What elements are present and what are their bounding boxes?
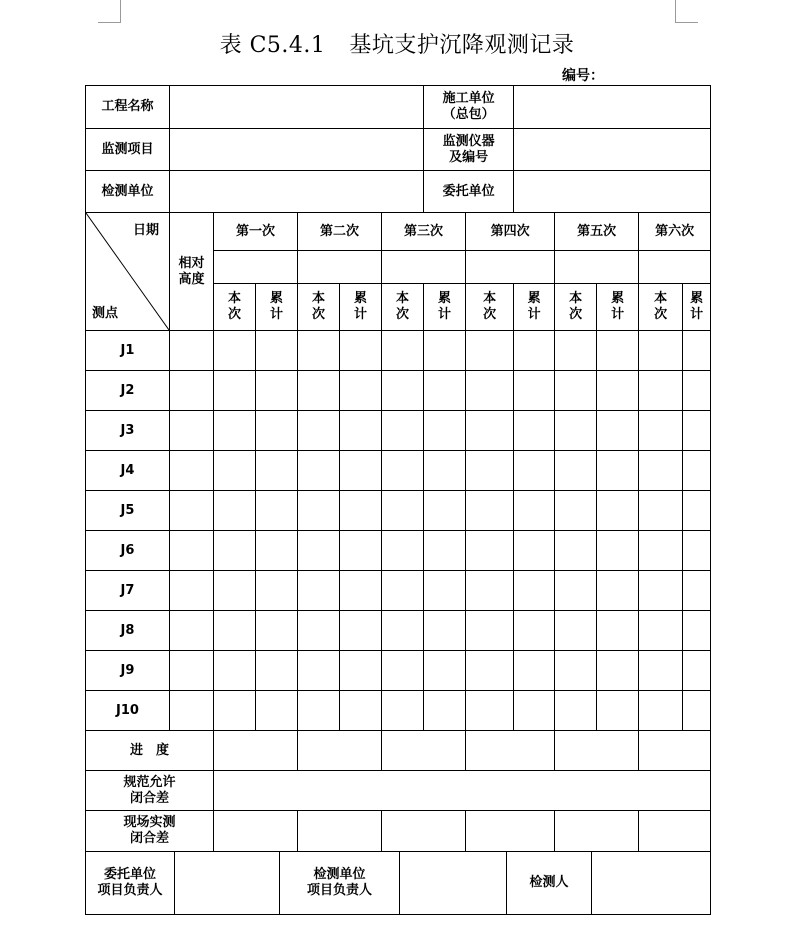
- label-construction-unit: 施工单位 （总包）: [424, 86, 514, 129]
- label-entrust-unit: 委托单位: [424, 171, 514, 213]
- cumulative-cell[interactable]: [683, 411, 711, 451]
- cumulative-cell[interactable]: [514, 491, 555, 531]
- this-time-cell[interactable]: [639, 611, 683, 651]
- cumulative-cell[interactable]: [597, 491, 639, 531]
- row-monitor: [86, 129, 711, 171]
- cumulative-cell[interactable]: [683, 531, 711, 571]
- cumulative-cell[interactable]: [597, 691, 639, 731]
- table-row: [86, 491, 711, 531]
- cumulative-cell[interactable]: [424, 371, 466, 411]
- round-2-date[interactable]: [298, 251, 382, 284]
- progress-cell[interactable]: [555, 731, 639, 771]
- cumulative-cell[interactable]: [597, 571, 639, 611]
- this-time-cell[interactable]: [466, 691, 514, 731]
- this-time-cell[interactable]: [466, 651, 514, 691]
- relative-height-cell[interactable]: [170, 491, 214, 531]
- this-time-cell[interactable]: [214, 331, 256, 371]
- round-3-date[interactable]: [382, 251, 466, 284]
- this-time-cell[interactable]: [466, 371, 514, 411]
- table-row: [86, 651, 711, 691]
- this-time-header: 本 次: [382, 284, 424, 331]
- progress-cell[interactable]: [639, 731, 711, 771]
- page-corner-mark-right: [675, 0, 698, 23]
- form-code: 表 C5.4.1: [219, 33, 326, 58]
- this-time-cell[interactable]: [382, 651, 424, 691]
- row-inspect: [86, 171, 711, 213]
- this-time-cell[interactable]: [639, 651, 683, 691]
- round-1-date[interactable]: [214, 251, 298, 284]
- this-time-header: 本 次: [214, 284, 256, 331]
- cumulative-cell[interactable]: [597, 411, 639, 451]
- this-time-cell[interactable]: [382, 571, 424, 611]
- cumulative-cell[interactable]: [424, 571, 466, 611]
- this-time-cell[interactable]: [555, 331, 597, 371]
- table-row: [86, 371, 711, 411]
- progress-cell[interactable]: [298, 731, 382, 771]
- row-allowed-closure: [86, 771, 711, 811]
- relative-height-cell[interactable]: [170, 691, 214, 731]
- cumulative-cell[interactable]: [424, 411, 466, 451]
- cumulative-cell[interactable]: [514, 691, 555, 731]
- table-row: [86, 531, 711, 571]
- label-inspector: 检测人: [507, 852, 592, 915]
- entrust-manager-signature[interactable]: [175, 852, 280, 915]
- this-time-cell[interactable]: [214, 651, 256, 691]
- this-time-cell[interactable]: [298, 611, 340, 651]
- this-time-cell[interactable]: [555, 571, 597, 611]
- date-point-header: [86, 213, 170, 331]
- table-row: [86, 571, 711, 611]
- relative-height-cell[interactable]: [170, 651, 214, 691]
- progress-cell[interactable]: [466, 731, 555, 771]
- cumulative-cell[interactable]: [424, 691, 466, 731]
- this-time-cell[interactable]: [298, 691, 340, 731]
- cumulative-cell[interactable]: [597, 331, 639, 371]
- cumulative-cell[interactable]: [256, 411, 298, 451]
- this-time-cell[interactable]: [555, 371, 597, 411]
- this-time-cell[interactable]: [466, 451, 514, 491]
- measured-closure-cell[interactable]: [214, 811, 298, 852]
- point-label: J10: [86, 691, 170, 731]
- table-row: [86, 331, 711, 371]
- this-time-header: 本 次: [555, 284, 597, 331]
- this-time-cell[interactable]: [466, 611, 514, 651]
- this-time-cell[interactable]: [214, 611, 256, 651]
- page-corner-mark-left: [98, 0, 121, 23]
- cumulative-cell[interactable]: [340, 611, 382, 651]
- cumulative-cell[interactable]: [424, 651, 466, 691]
- instrument-field[interactable]: [514, 129, 711, 171]
- cumulative-cell[interactable]: [683, 451, 711, 491]
- cumulative-cell[interactable]: [340, 531, 382, 571]
- round-6-header: 第六次: [639, 213, 711, 251]
- this-time-cell[interactable]: [214, 691, 256, 731]
- row-signatures: [86, 852, 711, 915]
- label-measured-closure: 现场实测 闭合差: [86, 811, 214, 852]
- progress-cell[interactable]: [214, 731, 298, 771]
- cumulative-header: 累 计: [256, 284, 298, 331]
- cumulative-cell[interactable]: [514, 371, 555, 411]
- measured-closure-cell[interactable]: [555, 811, 639, 852]
- cumulative-cell[interactable]: [424, 531, 466, 571]
- table-row: [86, 451, 711, 491]
- cumulative-cell[interactable]: [597, 651, 639, 691]
- entrust-unit-field[interactable]: [514, 171, 711, 213]
- this-time-header: 本 次: [639, 284, 683, 331]
- this-time-cell[interactable]: [639, 451, 683, 491]
- form-title: [0, 28, 794, 59]
- cumulative-cell[interactable]: [340, 691, 382, 731]
- inspector-signature[interactable]: [592, 852, 711, 915]
- this-time-cell[interactable]: [466, 491, 514, 531]
- point-label: J6: [86, 531, 170, 571]
- cumulative-cell[interactable]: [340, 331, 382, 371]
- measured-closure-cell[interactable]: [639, 811, 711, 852]
- label-progress: 进 度: [86, 731, 214, 771]
- this-time-cell[interactable]: [298, 411, 340, 451]
- round-6-date[interactable]: [639, 251, 711, 284]
- cumulative-cell[interactable]: [256, 451, 298, 491]
- this-time-cell[interactable]: [382, 691, 424, 731]
- this-time-header: 本 次: [298, 284, 340, 331]
- round-5-header: 第五次: [555, 213, 639, 251]
- this-time-cell[interactable]: [382, 451, 424, 491]
- row-measured-closure: [86, 811, 711, 852]
- this-time-cell[interactable]: [555, 411, 597, 451]
- this-time-cell[interactable]: [466, 531, 514, 571]
- this-time-cell[interactable]: [382, 411, 424, 451]
- cumulative-cell[interactable]: [424, 611, 466, 651]
- cumulative-header: 累 计: [340, 284, 382, 331]
- cumulative-cell[interactable]: [256, 371, 298, 411]
- cumulative-cell[interactable]: [424, 491, 466, 531]
- point-label: 测点: [92, 306, 119, 321]
- signature-table: [85, 851, 711, 915]
- cumulative-cell[interactable]: [514, 651, 555, 691]
- this-time-cell[interactable]: [298, 451, 340, 491]
- row-project: [86, 86, 711, 129]
- this-time-cell[interactable]: [555, 651, 597, 691]
- measured-closure-cell[interactable]: [382, 811, 466, 852]
- this-time-cell[interactable]: [382, 491, 424, 531]
- label-inspect-manager: 检测单位 项目负责人: [280, 852, 400, 915]
- measured-closure-cell[interactable]: [466, 811, 555, 852]
- construction-unit-field[interactable]: [514, 86, 711, 129]
- relative-height-cell[interactable]: [170, 571, 214, 611]
- label-allowed-closure: 规范允许 闭合差: [86, 771, 214, 811]
- this-time-cell[interactable]: [298, 331, 340, 371]
- cumulative-cell[interactable]: [340, 451, 382, 491]
- cumulative-header: 累 计: [597, 284, 639, 331]
- this-time-cell[interactable]: [466, 331, 514, 371]
- cumulative-cell[interactable]: [683, 611, 711, 651]
- progress-cell[interactable]: [382, 731, 466, 771]
- relative-height-cell[interactable]: [170, 331, 214, 371]
- settlement-record-table: [85, 85, 711, 852]
- this-time-cell[interactable]: [214, 571, 256, 611]
- cumulative-cell[interactable]: [597, 451, 639, 491]
- row-rounds: [86, 213, 711, 251]
- cumulative-header: 累 计: [424, 284, 466, 331]
- inspect-manager-signature[interactable]: [400, 852, 507, 915]
- cumulative-cell[interactable]: [683, 371, 711, 411]
- this-time-cell[interactable]: [639, 371, 683, 411]
- point-label: J1: [86, 331, 170, 371]
- cumulative-cell[interactable]: [424, 451, 466, 491]
- this-time-cell[interactable]: [214, 531, 256, 571]
- round-2-header: 第二次: [298, 213, 382, 251]
- inspect-unit-field[interactable]: [170, 171, 424, 213]
- this-time-cell[interactable]: [555, 531, 597, 571]
- date-label: 日期: [132, 223, 159, 238]
- this-time-cell[interactable]: [298, 651, 340, 691]
- cumulative-cell[interactable]: [514, 331, 555, 371]
- this-time-cell[interactable]: [639, 491, 683, 531]
- this-time-cell[interactable]: [639, 531, 683, 571]
- this-time-cell[interactable]: [555, 691, 597, 731]
- relative-height-cell[interactable]: [170, 371, 214, 411]
- this-time-cell[interactable]: [214, 371, 256, 411]
- this-time-cell[interactable]: [639, 331, 683, 371]
- this-time-cell[interactable]: [466, 571, 514, 611]
- cumulative-cell[interactable]: [340, 571, 382, 611]
- this-time-cell[interactable]: [382, 611, 424, 651]
- cumulative-cell[interactable]: [256, 491, 298, 531]
- cumulative-cell[interactable]: [256, 691, 298, 731]
- cumulative-cell[interactable]: [683, 691, 711, 731]
- this-time-cell[interactable]: [214, 411, 256, 451]
- cumulative-cell[interactable]: [340, 371, 382, 411]
- round-4-header: 第四次: [466, 213, 555, 251]
- point-label: J3: [86, 411, 170, 451]
- cumulative-cell[interactable]: [597, 371, 639, 411]
- cumulative-cell[interactable]: [597, 531, 639, 571]
- serial-number-label: 编号：: [562, 68, 604, 84]
- table-row: [86, 691, 711, 731]
- point-label: J5: [86, 491, 170, 531]
- this-time-cell[interactable]: [382, 531, 424, 571]
- cumulative-cell[interactable]: [597, 611, 639, 651]
- cumulative-cell[interactable]: [683, 331, 711, 371]
- relative-height-cell[interactable]: [170, 411, 214, 451]
- this-time-cell[interactable]: [298, 491, 340, 531]
- table-row: [86, 411, 711, 451]
- cumulative-cell[interactable]: [256, 611, 298, 651]
- cumulative-cell[interactable]: [340, 491, 382, 531]
- this-time-cell[interactable]: [298, 571, 340, 611]
- label-instrument: 监测仪器 及编号: [424, 129, 514, 171]
- cumulative-cell[interactable]: [424, 331, 466, 371]
- cumulative-cell[interactable]: [683, 491, 711, 531]
- cumulative-cell[interactable]: [683, 651, 711, 691]
- round-5-date[interactable]: [555, 251, 639, 284]
- this-time-cell[interactable]: [214, 491, 256, 531]
- this-time-cell[interactable]: [214, 451, 256, 491]
- this-time-cell[interactable]: [298, 531, 340, 571]
- this-time-cell[interactable]: [555, 451, 597, 491]
- cumulative-cell[interactable]: [256, 571, 298, 611]
- label-entrust-manager: 委托单位 项目负责人: [86, 852, 175, 915]
- this-time-cell[interactable]: [639, 691, 683, 731]
- this-time-cell[interactable]: [555, 611, 597, 651]
- this-time-cell[interactable]: [555, 491, 597, 531]
- round-1-header: 第一次: [214, 213, 298, 251]
- measured-closure-cell[interactable]: [298, 811, 382, 852]
- this-time-cell[interactable]: [639, 571, 683, 611]
- cumulative-header: 累 计: [514, 284, 555, 331]
- cumulative-cell[interactable]: [256, 651, 298, 691]
- cumulative-cell[interactable]: [514, 531, 555, 571]
- label-monitor-item: 监测项目: [86, 129, 170, 171]
- table-row: [86, 611, 711, 651]
- cumulative-header: 累 计: [683, 284, 711, 331]
- this-time-cell[interactable]: [298, 371, 340, 411]
- point-label: J8: [86, 611, 170, 651]
- cumulative-cell[interactable]: [514, 411, 555, 451]
- round-3-header: 第三次: [382, 213, 466, 251]
- point-label: J9: [86, 651, 170, 691]
- relative-height-cell[interactable]: [170, 531, 214, 571]
- round-4-date[interactable]: [466, 251, 555, 284]
- this-time-cell[interactable]: [382, 331, 424, 371]
- form-name: 基坑支护沉降观测记录: [349, 33, 575, 58]
- row-progress: [86, 731, 711, 771]
- allowed-closure-field[interactable]: [214, 771, 711, 811]
- point-label: J4: [86, 451, 170, 491]
- cumulative-cell[interactable]: [514, 571, 555, 611]
- label-project-name: 工程名称: [86, 86, 170, 129]
- relative-height-cell[interactable]: [170, 451, 214, 491]
- point-label: J2: [86, 371, 170, 411]
- cumulative-cell[interactable]: [340, 411, 382, 451]
- this-time-cell[interactable]: [466, 411, 514, 451]
- cumulative-cell[interactable]: [683, 571, 711, 611]
- cumulative-cell[interactable]: [256, 331, 298, 371]
- this-time-cell[interactable]: [382, 371, 424, 411]
- project-name-field[interactable]: [170, 86, 424, 129]
- point-label: J7: [86, 571, 170, 611]
- cumulative-cell[interactable]: [514, 451, 555, 491]
- relative-height-header: 相对 高度: [170, 213, 214, 331]
- cumulative-cell[interactable]: [256, 531, 298, 571]
- label-inspect-unit: 检测单位: [86, 171, 170, 213]
- this-time-header: 本 次: [466, 284, 514, 331]
- monitor-item-field[interactable]: [170, 129, 424, 171]
- cumulative-cell[interactable]: [514, 611, 555, 651]
- cumulative-cell[interactable]: [340, 651, 382, 691]
- this-time-cell[interactable]: [639, 411, 683, 451]
- relative-height-cell[interactable]: [170, 611, 214, 651]
